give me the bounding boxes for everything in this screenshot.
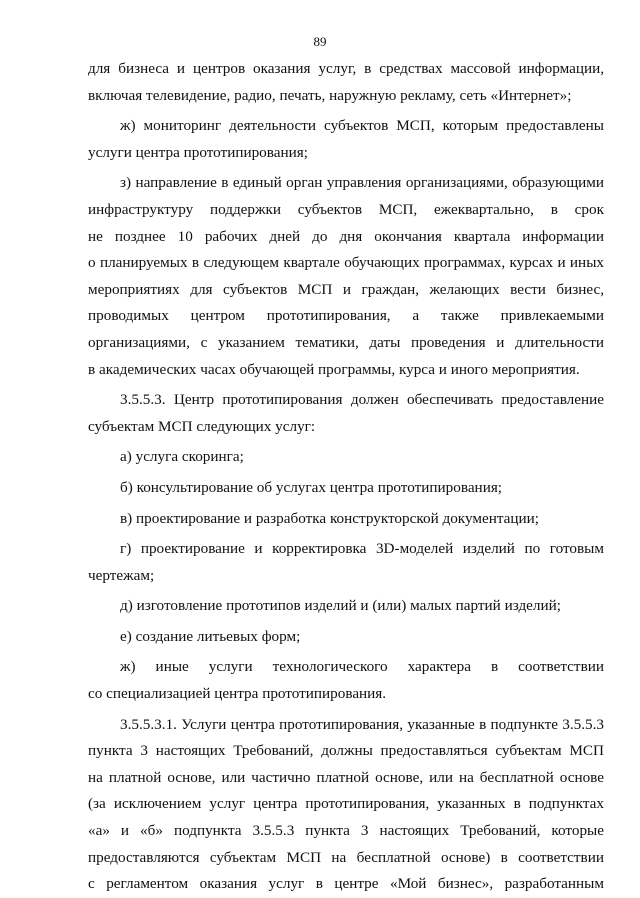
text-line: предоставляются субъектам МСП на бесплатной основе) в соответствии	[88, 848, 604, 866]
document-body	[88, 56, 604, 898]
text-line: для бизнеса и центров оказания услуг, в средствах массовой информации,	[88, 60, 604, 77]
text-line: услуги центра прототипирования;	[88, 143, 308, 161]
text-line: на платной основе, или частично платной основе, или на бесплатной основе	[88, 768, 604, 786]
text-line: е) создание литьевых форм;	[120, 627, 301, 645]
text-line: 3.5.5.3.1. Услуги центра прототипирования, указанные в подпункте 3.5.5.3	[120, 715, 604, 733]
text-line: не позднее 10 рабочих дней до дня окончания квартала информации	[88, 227, 604, 245]
text-line: б) консультирование об услугах центра прототипирования;	[120, 478, 503, 496]
text-line: с регламентом оказания услуг в центре «Мой бизнес», разработанным	[88, 875, 604, 893]
text-line: организациями, с указанием тематики, даты проведения и длительности	[88, 333, 604, 351]
text-line: а) услуга скоринга;	[120, 448, 244, 466]
page-number: 89	[313, 34, 327, 49]
text-line: включая телевидение, радио, печать, наружную рекламу, сеть «Интернет»;	[88, 86, 572, 104]
text-line: чертежам;	[88, 566, 155, 584]
text-line: г) проектирование и корректировка 3D-моделей изделий по готовым	[120, 540, 604, 558]
text-line: д) изготовление прототипов изделий и (или) малых партий изделий;	[120, 597, 561, 615]
text-line: в академических часах обучающей программы, курса и иного мероприятия.	[88, 360, 580, 378]
text-line: инфраструктуру поддержки субъектов МСП, ежеквартально, в срок	[88, 200, 604, 218]
text-line: з) направление в единый орган управления организациями, образующими	[120, 174, 604, 192]
text-line: мероприятиях для субъектов МСП и граждан, желающих вести бизнес,	[88, 280, 604, 298]
text-line: пункта 3 настоящих Требований, должны предоставляться субъектам МСП	[88, 742, 604, 760]
text-line: о планируемых в следующем квартале обучающих программах, курсах и иных	[88, 254, 604, 272]
text-line: «а» и «б» подпункта 3.5.5.3 пункта 3 настоящих Требований, которые	[88, 822, 604, 840]
text-line: ж) иные услуги технологического характера в соответствии	[120, 658, 604, 676]
text-line: 3.5.5.3. Центр прототипирования должен обеспечивать предоставление	[120, 391, 604, 409]
text-line: со специализацией центра прототипирования.	[88, 685, 387, 703]
text-line: в) проектирование и разработка конструкторской документации;	[120, 509, 540, 527]
text-line: ж) мониторинг деятельности субъектов МСП, которым предоставлены	[120, 117, 604, 135]
text-line: проводимых центром прототипирования, а также привлекаемыми	[88, 307, 604, 325]
text-line: субъектам МСП следующих услуг:	[88, 417, 316, 435]
text-line: (за исключением услуг центра прототипирования, указанных в подпунктах	[88, 795, 604, 813]
